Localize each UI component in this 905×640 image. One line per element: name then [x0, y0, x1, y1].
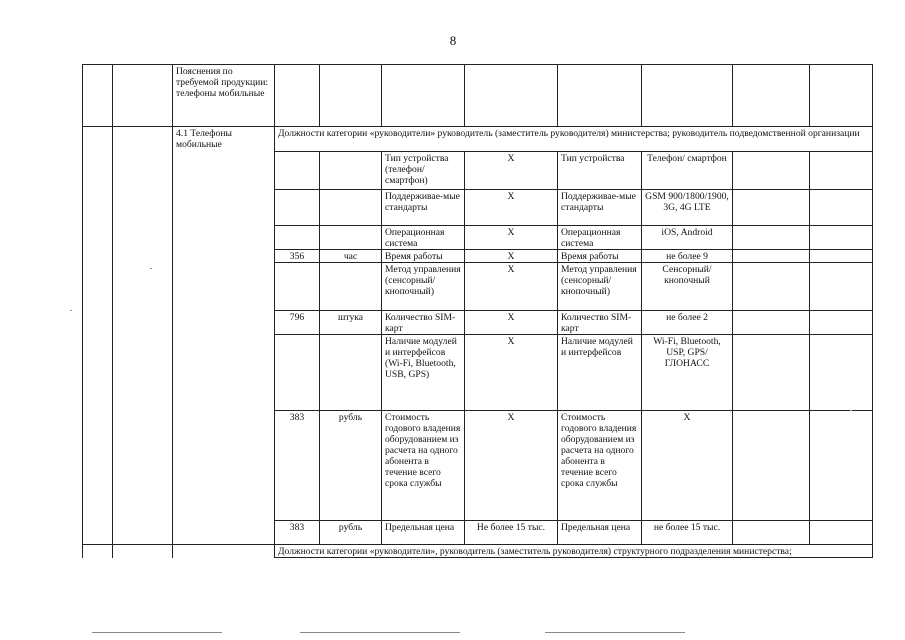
cell-param: Время работы — [382, 250, 465, 263]
cell-param: Операционная система — [382, 226, 465, 250]
cell-code — [275, 226, 320, 250]
cell-param: Тип устройства (телефон/ смартфон) — [382, 152, 465, 190]
cell-unit — [320, 190, 382, 226]
cell-param: Стоимость годового владения оборудованием из расчета на одного абонента в течение всего срока службы — [382, 411, 465, 521]
span-row-2 — [83, 545, 873, 558]
cell-empty — [810, 250, 873, 263]
cell-param2: Операционная система — [558, 226, 642, 250]
cell-param2: Стоимость годового владения оборудованием из расчета на одного абонента в течение всего срока службы — [558, 411, 642, 521]
cell-param: Поддерживае-мые стандарты — [382, 190, 465, 226]
cell-param2: Наличие модулей и интерфейсов — [558, 335, 642, 411]
cell-empty — [810, 311, 873, 335]
cell-empty — [810, 521, 873, 545]
requirements-table — [82, 64, 873, 558]
cell-unit — [320, 226, 382, 250]
item-cell: 4.1 Телефоны мобильные — [173, 127, 275, 545]
cell-unit — [320, 152, 382, 190]
cell-unit: час — [320, 250, 382, 263]
cell-code: 796 — [275, 311, 320, 335]
cell-value1: Х — [465, 335, 558, 411]
explain-row — [83, 65, 873, 127]
cell-empty — [810, 411, 873, 521]
page-number: 8 — [449, 33, 457, 48]
cell-empty — [810, 152, 873, 190]
cell-empty — [810, 226, 873, 250]
cell-value1: Х — [465, 152, 558, 190]
cell-value2: не более 9 — [642, 250, 733, 263]
position-category-text-2: Должности категории «руководители», руководитель (заместитель руководителя) структурного подразделения министерства; — [275, 545, 873, 558]
cell-code — [275, 152, 320, 190]
cell-empty — [810, 190, 873, 226]
scan-artifact-line — [92, 632, 222, 633]
cell-empty — [810, 263, 873, 311]
cell-value1: Х — [465, 190, 558, 226]
cell-value1: Не более 15 тыс. — [465, 521, 558, 545]
cell-empty — [733, 250, 810, 263]
cell-empty — [733, 335, 810, 411]
cell-code — [275, 335, 320, 411]
cell-empty — [810, 335, 873, 411]
cell-param2: Метод управления (сенсорный/ кнопочный) — [558, 263, 642, 311]
cell-param2: Тип устройства — [558, 152, 642, 190]
scan-artifact-dot — [150, 268, 152, 269]
cell-param2: Время работы — [558, 250, 642, 263]
cell-value1: Х — [465, 263, 558, 311]
scan-artifact-line — [300, 632, 460, 633]
cell-empty — [733, 152, 810, 190]
cell-empty — [733, 263, 810, 311]
cell-empty — [733, 521, 810, 545]
cell-value1: Х — [465, 411, 558, 521]
cell-code — [275, 263, 320, 311]
cell-empty — [733, 411, 810, 521]
scan-artifact-dot — [70, 310, 72, 311]
scan-artifact-dot — [850, 410, 852, 411]
cell-unit: штука — [320, 311, 382, 335]
cell-code: 356 — [275, 250, 320, 263]
cell-value2: iOS, Android — [642, 226, 733, 250]
cell-empty — [733, 226, 810, 250]
cell-value2: не более 15 тыс. — [642, 521, 733, 545]
cell-value2: не более 2 — [642, 311, 733, 335]
cell-value1: Х — [465, 250, 558, 263]
cell-value1: Х — [465, 226, 558, 250]
scan-artifact-line — [545, 632, 685, 633]
span-row-1 — [83, 127, 873, 152]
cell-value2: Х — [642, 411, 733, 521]
cell-empty — [733, 190, 810, 226]
explain-cell: Пояснения по требуемой продукции: телефоны мобильные — [173, 65, 275, 127]
cell-unit — [320, 263, 382, 311]
cell-value1: Х — [465, 311, 558, 335]
cell-param: Наличие модулей и интерфейсов (Wi-Fi, Bluetooth, USB, GPS) — [382, 335, 465, 411]
cell-value2: GSM 900/1800/1900, 3G, 4G LTE — [642, 190, 733, 226]
cell-param: Метод управления (сенсорный/ кнопочный) — [382, 263, 465, 311]
cell-unit — [320, 335, 382, 411]
cell-param2: Количество SIM-карт — [558, 311, 642, 335]
cell-unit: рубль — [320, 521, 382, 545]
cell-unit: рубль — [320, 411, 382, 521]
cell-code: 383 — [275, 521, 320, 545]
cell-value2: Wi-Fi, Bluetooth, USP, GPS/ ГЛОНАСС — [642, 335, 733, 411]
cell-value2: Телефон/ смартфон — [642, 152, 733, 190]
cell-value2: Сенсорный/ кнопочный — [642, 263, 733, 311]
cell-param2: Поддерживае-мые стандарты — [558, 190, 642, 226]
cell-param2: Предельная цена — [558, 521, 642, 545]
cell-param: Предельная цена — [382, 521, 465, 545]
position-category-text: Должности категории «руководители» руководитель (заместитель руководителя) министерства; руководитель подведомственной организации — [275, 127, 873, 152]
cell-code: 383 — [275, 411, 320, 521]
cell-code — [275, 190, 320, 226]
cell-empty — [733, 311, 810, 335]
cell-param: Количество SIM-карт — [382, 311, 465, 335]
